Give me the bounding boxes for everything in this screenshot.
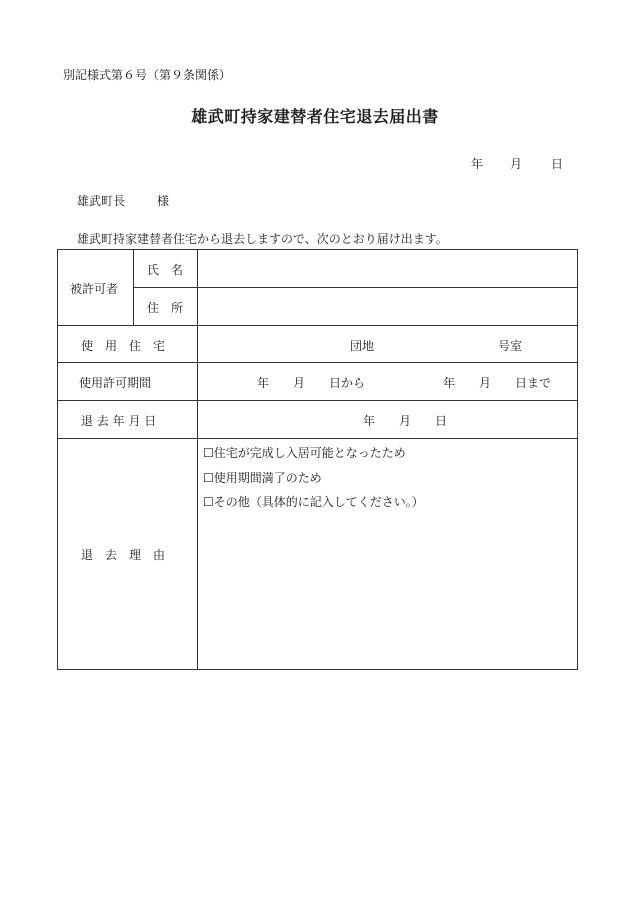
housing-room: 号室 xyxy=(498,339,523,353)
housing-label: 使 用 住 宅 xyxy=(81,339,166,353)
period-to: 年 月 日まで xyxy=(443,376,552,390)
form-reference: 別記様式第６号（第９条関係） xyxy=(63,68,232,82)
moveout-date: 年 月 日 xyxy=(363,414,448,428)
intro-text: 雄武町持家建替者住宅から退去しますので、次のとおり届け出ます。 xyxy=(77,232,448,246)
table-border-bottom xyxy=(57,669,578,670)
period-label: 使用許可期間 xyxy=(79,376,152,390)
addressee-name: 雄武町長 xyxy=(77,194,126,208)
document-title: 雄武町持家建替者住宅退去届出書 xyxy=(191,107,439,126)
reason-label: 退 去 理 由 xyxy=(81,548,166,562)
address-label: 住 所 xyxy=(147,301,184,315)
reason-option-other[interactable]: ☐その他（具体的に記入してください。） xyxy=(203,495,424,509)
permittee-label: 被許可者 xyxy=(70,282,119,296)
addressee-honorific: 様 xyxy=(157,194,170,208)
table-border-left xyxy=(57,249,58,670)
housing-complex: 団地 xyxy=(350,339,375,353)
table-border-top xyxy=(57,249,578,250)
date-year: 年 xyxy=(471,157,484,171)
table-row-divider xyxy=(57,362,578,363)
table-row-divider xyxy=(57,325,578,326)
date-month: 月 xyxy=(510,157,523,171)
reason-option-completed[interactable]: ☐住宅が完成し入居可能となったため xyxy=(203,446,406,460)
table-row-divider xyxy=(57,400,578,401)
table-col-divider xyxy=(197,249,198,670)
reason-option-expired[interactable]: ☐使用期間満了のため xyxy=(203,471,322,485)
table-border-right xyxy=(577,249,578,670)
date-day: 日 xyxy=(551,157,564,171)
form-table xyxy=(57,249,578,670)
table-col-divider xyxy=(133,249,134,325)
table-row-divider xyxy=(57,438,578,439)
period-from: 年 月 日から xyxy=(257,376,366,390)
name-label: 氏 名 xyxy=(147,263,184,277)
table-row-divider xyxy=(133,287,578,288)
moveout-label: 退 去 年 月 日 xyxy=(81,414,157,428)
